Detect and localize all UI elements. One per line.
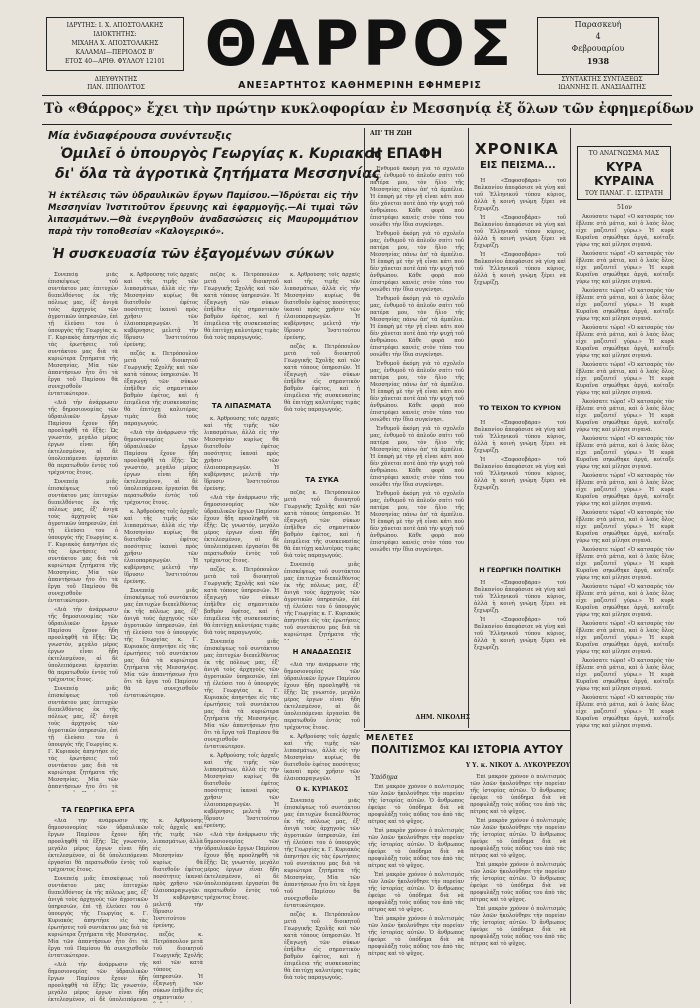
- chronika-body-3: Ἡ «Ξαφοσοβάρα» τοῦ Βαλκανίου ἀπεφάσισε νὰ γίνῃ καὶ τοῦ Ἑλληνικοῦ τύπου κύριος, ἀλλὰ ἡ κοινὴ γνώμη ξέρει νὰ ξεχωρίζῃ. Ἡ «Ξαφοσοβάρα» τοῦ Βαλκανίου ἀπεφάσισε νὰ γίνῃ καὶ τοῦ Ἑλληνικοῦ τύπου κύριος, ἀλλὰ ἡ κοινὴ γνώμη ξέρει νὰ ξεχωρίζῃ.: [474, 580, 566, 651]
- chronika-sub-wall: ΤΟ ΤΕΙΧΟΝ ΤΟ ΚΥΡΙΟΝ: [479, 404, 561, 412]
- lead-headline-line1: Ὁμιλεῖ ὁ ὑπουργὸς Γεωργίας κ. Κυριακος: [60, 146, 383, 162]
- chronika-body: Ἡ «Ξαφοσοβάρα» τοῦ Βαλκανίου ἀπεφάσισε νὰ γίνῃ καὶ τοῦ Ἑλληνικοῦ τύπου κύριος, ἀλλὰ ἡ κοινὴ γνώμη ξέρει νὰ ξεχωρίζῃ. Ἡ «Ξαφοσοβάρα» τοῦ Βαλκανίου ἀπεφάσισε νὰ γίνῃ καὶ τοῦ Ἑλληνικοῦ τύπου κύριος, ἀλλὰ ἡ κοινὴ γνώμη ξέρει νὰ ξεχωρίζῃ. Ἡ «Ξαφοσοβάρα» τοῦ Βαλκανίου ἀπεφάσισε νὰ γίνῃ καὶ τοῦ Ἑλληνικοῦ τύπου κύριος, ἀλλὰ ἡ κοινὴ γνώμη ξέρει νὰ ξεχωρίζῃ.: [474, 178, 566, 286]
- studies-col-2: Ἐπὶ μακρὸν χρόνον ὁ πολιτισμὸς τῶν λαῶν ἠκολούθησε τὴν πορείαν τῆς ἱστορίας αὐτῶν. Ὁ ἄνθρωπος ἐφεύρε τὸ ὑπόδημα διὰ νὰ προφυλάξῃ τοὺς πόδας του ἀπὸ τὰς πέτρας καὶ τὸ ψῦχος. Ἐπὶ μακρὸν χρόνον ὁ πολιτισμὸς τῶν λαῶν ἠκολούθησε τὴν πορείαν τῆς ἱστορίας αὐτῶν. Ὁ ἄνθρωπος ἐφεύρε τὸ ὑπόδημα διὰ νὰ προφυλάξῃ τοὺς πόδας του ἀπὸ τὰς πέτρας καὶ τὸ ψῦχος. Ἐπὶ μακρὸν χρόνον ὁ πολιτισμὸς τῶν λαῶν ἠκολούθησε τὴν πορείαν τῆς ἱστορίας αὐτῶν. Ὁ ἄνθρωπος ἐφεύρε τὸ ὑπόδημα διὰ νὰ προφυλάξῃ τοὺς πόδας του ἀπὸ τὰς πέτρας καὶ τὸ ψῦχος. Ἐπὶ μακρὸν χρόνον ὁ πολιτισμὸς τῶν λαῶν ἠκολούθησε τὴν πορείαν τῆς ἱστορίας αὐτῶν. Ὁ ἄνθρωπος ἐφεύρε τὸ ὑπόδημα διὰ νὰ προφυλάξῃ τοὺς πόδας του ἀπὸ τὰς πέτρας καὶ τὸ ψῦχος.: [470, 774, 566, 947]
- serial-number: 51ον: [617, 204, 632, 211]
- lead-col-4d: Συνεπείᾳ μιᾶς ἐπισκέψεως τοῦ συντάκτου μας ἐπιτυχὼν διεπελθόντος ἐκ τῆς πόλεως μας, ἐξ' ἀνιγὰ τοὺς ἀρχηγοὺς τῶν ἀγροτικῶν ὑπηρεσιῶν, ἐπὶ τῇ ἐλεύσει του ὁ ὑπουργὸς τῆς Γεωργίας κ. Γ. Κυριακὸς ἀπηντήσε εἰς τὰς ἐρωτήσεις τοῦ συντάκτου μας διὰ τὰ κυριώτερα ζητήματα τῆς Μεσσηνίας. Μία τῶν ἀπαντήσεων ἦτο ὅτι τὰ ἔργα τοῦ Παμίσου θὰ συνεχισθοῦν ἐντατικώτερον. πεζάς κ. Πετρόπουλον μετὰ τοῦ διοικητοῦ Γεωργικῆς Σχολῆς καὶ τῶν κατὰ τόπους ὑπηρεσιῶν. Ἡ ἐξαγωγὴ τῶν σύκων ἐπῆλθεν εἰς σημαντικὸν βαθμὸν ἐφέτος, καὶ ἡ ἐπιμέλεια τῆς συσκευασίας θὰ ἐπιτύχῃ καλυτέρας τιμὰς διὰ τοὺς παραγωγούς.: [284, 798, 360, 981]
- serial-header-box: ΤΟ ΑΝΑΓΝΩΣΜΑ ΜΑΣ ΚΥΡΑ ΚΥΡΑΙΝΑ ΤΟΥ ΠΑΝΑΓ. Γ. ΙΣΤΡΑΤΗ: [577, 146, 671, 200]
- lead-subhead-reforestation: Η ΑΝΑΔΑΣΩΣΙΣ: [292, 648, 352, 656]
- studies-title: ΠΟΛΙΤΙΣΜΟΣ ΚΑΙ ΙΣΤΟΡΙΑ ΑΥΤΟΥ: [371, 744, 563, 756]
- studies-top-rule: [364, 730, 570, 731]
- lead-col-4b: πεζάς κ. Πετρόπουλον μετὰ τοῦ διοικητοῦ Γεωργικῆς Σχολῆς καὶ τῶν κατὰ τόπους ὑπηρεσιῶν. Ἡ ἐξαγωγὴ τῶν σύκων ἐπῆλθεν εἰς σημαντικὸν βαθμὸν ἐφέτος, καὶ ἡ ἐπιμέλεια τῆς συσκευασίας θὰ ἐπιτύχῃ καλυτέρας τιμὰς διὰ τοὺς παραγωγούς. Συνεπείᾳ μιᾶς ἐπισκέψεως τοῦ συντάκτου μας ἐπιτυχὼν διεπελθόντος ἐκ τῆς πόλεως μας, ἐξ' ἀνιγὰ τοὺς ἀρχηγοὺς τῶν ἀγροτικῶν ὑπηρεσιῶν, ἐπὶ τῇ ἐλεύσει του ὁ ὑπουργὸς τῆς Γεωργίας κ. Γ. Κυριακὸς ἀπηντήσε εἰς τὰς ἐρωτήσεις τοῦ συντάκτου μας διὰ τὰ κυριώτερα ζητήματα τῆς: [284, 490, 360, 638]
- lead-col-1b: «Διὰ τὴν ἀνάρρωσιν τῆς δημοσιονομίας τῶν ὑδραυλικῶν ἔργων Παμίσου ἔχουν ἤδη προσληφθῆ τὰ ἔξῆς: Ὡς γνωστόν, μεγάλο μέρος ἐργων εἶναι ἤδη ἐκτελεσμένον, αἱ δὲ ὑπολειπόμεναι ἐργασίαι θὰ περατωθοῦν ἐντὸς τοῦ τρέχοντος ἔτους. Συνεπείᾳ μιᾶς ἐπισκέψεως τοῦ συντάκτου μας ἐπιτυχὼν διεπελθόντος ἐκ τῆς πόλεως μας, ἐξ' ἀνιγὰ τοὺς ἀρχηγοὺς τῶν ἀγροτικῶν ὑπηρεσιῶν, ἐπὶ τῇ ἐλεύσει του ὁ ὑπουργὸς τῆς Γεωργίας κ. Γ. Κυριακὸς ἀπηντήσε εἰς τὰς ἐρωτήσεις τοῦ συντάκτου μας διὰ τὰ κυριώτερα ζητήματα τῆς Μεσσηνίας. Μία τῶν ἀπαντήσεων ἦτο ὅτι τὰ ἔργα τοῦ Παμίσου θὰ συνεχισθοῦν ἐντατικώτερον. «Διὰ τὴν ἀνάρρωσιν τῆς δημοσιονομίας τῶν ὑδραυλικῶν ἔργων Παμίσου ἔχουν ἤδη προσληφθῆ τὰ ἔξῆς: Ὡς γνωστόν, μεγάλο μέρος ἐργων εἶναι ἤδη ἐκτελεσμένον, αἱ δὲ ὑπολειπόμεναι: [48, 818, 148, 1003]
- serial-body: Ἀκούσατε τώρα! «Ὁ κατσαρὸς τὸν ἔβλεπε στὰ μάτια, καὶ ὁ λαὸς ὅλος εἶχε μαζευτεῖ γύρω.» Ἡ κυρὰ Κυραῖνα σηκώθηκε ἀργά, κοίταξε γύρω της καὶ μίλησε σιγανά. Ἀκούσατε τώρα! «Ὁ κατσαρὸς τὸν ἔβλεπε στὰ μάτια, καὶ ὁ λαὸς ὅλος εἶχε μαζευτεῖ γύρω.» Ἡ κυρὰ Κυραῖνα σηκώθηκε ἀργά, κοίταξε γύρω της καὶ μίλησε σιγανά. Ἀκούσατε τώρα! «Ὁ κατσαρὸς τὸν ἔβλεπε στὰ μάτια, καὶ ὁ λαὸς ὅλος εἶχε μαζευτεῖ γύρω.» Ἡ κυρὰ Κυραῖνα σηκώθηκε ἀργά, κοίταξε γύρω της καὶ μίλησε σιγανά. Ἀκούσατε τώρα! «Ὁ κατσαρὸς τὸν ἔβλεπε στὰ μάτια, καὶ ὁ λαὸς ὅλος εἶχε μαζευτεῖ γύρω.» Ἡ κυρὰ Κυραῖνα σηκώθηκε ἀργά, κοίταξε γύρω της καὶ μίλησε σιγανά. Ἀκούσατε τώρα! «Ὁ κατσαρὸς τὸν ἔβλεπε στὰ μάτια, καὶ ὁ λαὸς ὅλος εἶχε μαζευτεῖ γύρω.» Ἡ κυρὰ Κυραῖνα σηκώθηκε ἀργά, κοίταξε γύρω της καὶ μίλησε σιγανά. Ἀκούσατε τώρα! «Ὁ κατσαρὸς τὸν ἔβλεπε στὰ μάτια, καὶ ὁ λαὸς ὅλος εἶχε μαζευτεῖ γύρω.» Ἡ κυρὰ Κυραῖνα σηκώθηκε ἀργά, κοίταξε γύρω της καὶ μίλησε σιγανά. Ἀκούσατε τώρα! «Ὁ κατσαρὸς τὸν ἔβλεπε στὰ μάτια, καὶ ὁ λαὸς ὅλος εἶχε μαζευτεῖ γύρω.» Ἡ κυρὰ Κυραῖνα σηκώθηκε ἀργά, κοίταξε γύρω της καὶ μίλησε σιγανά. Ἀκούσατε τώρα! «Ὁ κατσαρὸς τὸν ἔβλεπε στὰ μάτια, καὶ ὁ λαὸς ὅλος εἶχε μαζευτεῖ γύρω.» Ἡ κυρὰ Κυραῖνα σηκώθηκε ἀργά, κοίταξε γύρω της καὶ μίλησε σιγανά. Ἀκούσατε τώρα! «Ὁ κατσαρὸς τὸν ἔβλεπε στὰ μάτια, καὶ ὁ λαὸς ὅλος εἶχε μαζευτεῖ γύρω.» Ἡ κυρὰ Κυραῖνα σηκώθηκε ἀργά, κοίταξε γύρω της καὶ μίλησε σιγανά. Ἀκούσατε τώρα! «Ὁ κατσαρὸς τὸν ἔβλεπε στὰ μάτια, καὶ ὁ λαὸς ὅλος εἶχε μαζευτεῖ γύρω.» Ἡ κυρὰ Κυραῖνα σηκώθηκε ἀργά, κοίταξε γύρω της καὶ μίλησε σιγανά. Ἀκούσατε τώρα! «Ὁ κατσαρὸς τὸν ἔβλεπε στὰ μάτια, καὶ ὁ λαὸς ὅλος εἶχε μαζευτεῖ γύρω.» Ἡ κυρὰ Κυραῖνα σηκώθηκε ἀργά, κοίταξε γύρω της καὶ μίλησε σιγανά. Ἀκούσατε τώρα! «Ὁ κατσαρὸς τὸν ἔβλεπε στὰ μάτια, καὶ ὁ λαὸς ὅλος εἶχε μαζευτεῖ γύρω.» Ἡ κυρὰ Κυραῖνα σηκώθηκε ἀργά, κοίταξε γύρω της καὶ μίλησε σιγανά. Ἀκούσατε τώρα! «Ὁ κατσαρὸς τὸν ἔβλεπε στὰ μάτια, καὶ ὁ λαὸς ὅλος εἶχε μαζευτεῖ γύρω.» Ἡ κυρὰ Κυραῖνα σηκώθηκε ἀργά, κοίταξε γύρω της καὶ μίλησε σιγανά. Ἀκούσατε τώρα! «Ὁ κατσαρὸς τὸν ἔβλεπε στὰ μάτια, καὶ ὁ λαὸς ὅλος εἶχε μαζευτεῖ γύρω.» Ἡ κυρὰ Κυραῖνα σηκώθηκε ἀργά, κοίταξε γύρω της καὶ μίλησε σιγανά.: [576, 214, 674, 729]
- lead-col-2b: κ. Ἀρθρούσης τοῖς ἀρχαῖς καὶ τῆς τιμῆς τῶν λιπασμάτων, ἀλλὰ εἰς τὴν Μεσσηνίαν κυρίως θὰ διατεθοῦν ἐφέτος ποσότητες ἱκαναὶ πρὸς χρῆσιν τῶν ἐλαιοπαραγωγῶν. Ἡ κυβέρνησις μελετᾷ τὴν ἵδρυσιν Ἰνστιτούτου ἐρεύνης. πεζάς κ. Πετρόπουλον μετὰ τοῦ διοικητοῦ Γεωργικῆς Σχολῆς καὶ τῶν κατὰ τόπους ὑπηρεσιῶν. Ἡ ἐξαγωγὴ τῶν σύκων ἐπῆλθεν εἰς σημαντικὸν: [153, 818, 203, 1001]
- lead-subhead-figs: ΤΑ ΣΥΚΑ: [305, 476, 339, 484]
- chronika-body-2: Ἡ «Ξαφοσοβάρα» τοῦ Βαλκανίου ἀπεφάσισε νὰ γίνῃ καὶ τοῦ Ἑλληνικοῦ τύπου κύριος, ἀλλὰ ἡ κοινὴ γνώμη ξέρει νὰ ξεχωρίζῃ. Ἡ «Ξαφοσοβάρα» τοῦ Βαλκανίου ἀπεφάσισε νὰ γίνῃ καὶ τοῦ Ἑλληνικοῦ τύπου κύριος, ἀλλὰ ἡ κοινὴ γνώμη ξέρει νὰ ξεχωρίζῃ.: [474, 420, 566, 491]
- lead-kicker: Μία ἐνδιαφέρουσα συνέντευξις: [48, 130, 232, 142]
- lead-deck: Ἡ ἐκτέλεσις τῶν ὑδραυλικῶν ἔργων Παμίσου.—Ἱδρύεται εἰς τὴν Μεσσηνίαν Ἰνστιτοῦτον ἔρευνης καὶ ἐφαρμογῆς.—Αἱ τιμαὶ τῶν λιπασμάτων.—Θὰ ἐνεργηθοῦν ἀναδασώσεις εἰς Μαυρομμάτιον παρὰ τὴν τοποθεσίαν «Καλογερικό».: [48, 191, 358, 237]
- studies-col-1: Ἐπὶ μακρὸν χρόνον ὁ πολιτισμὸς τῶν λαῶν ἠκολούθησε τὴν πορείαν τῆς ἱστορίας αὐτῶν. Ὁ ἄνθρωπος ἐφεύρε τὸ ὑπόδημα διὰ νὰ προφυλάξῃ τοὺς πόδας του ἀπὸ τὰς πέτρας καὶ τὸ ψῦχος. Ἐπὶ μακρὸν χρόνον ὁ πολιτισμὸς τῶν λαῶν ἠκολούθησε τὴν πορείαν τῆς ἱστορίας αὐτῶν. Ὁ ἄνθρωπος ἐφεύρε τὸ ὑπόδημα διὰ νὰ προφυλάξῃ τοὺς πόδας του ἀπὸ τὰς πέτρας καὶ τὸ ψῦχος. Ἐπὶ μακρὸν χρόνον ὁ πολιτισμὸς τῶν λαῶν ἠκολούθησε τὴν πορείαν τῆς ἱστορίας αὐτῶν. Ὁ ἄνθρωπος ἐφεύρε τὸ ὑπόδημα διὰ νὰ προφυλάξῃ τοὺς πόδας του ἀπὸ τὰς πέτρας καὶ τὸ ψῦχος. Ἐπὶ μακρὸν χρόνον ὁ πολιτισμὸς τῶν λαῶν ἠκολούθησε τὴν πορείαν τῆς ἱστορίας αὐτῶν. Ὁ ἄνθρωπος ἐφεύρε τὸ ὑπόδημα διὰ νὰ προφυλάξῃ τοὺς πόδας του ἀπὸ τὰς πέτρας καὶ τὸ ψῦχος.: [368, 784, 464, 957]
- lead-col-4: κ. Ἀρθρούσης τοῖς ἀρχαῖς καὶ τῆς τιμῆς τῶν λιπασμάτων, ἀλλὰ εἰς τὴν Μεσσηνίαν κυρίως θὰ διατεθοῦν ἐφέτος ποσότητες ἱκαναὶ πρὸς χρῆσιν τῶν ἐλαιοπαραγωγῶν. Ἡ κυβέρνησις μελετᾷ τὴν ἵδρυσιν Ἰνστιτούτου ἐρεύνης. πεζάς κ. Πετρόπουλον μετὰ τοῦ διοικητοῦ Γεωργικῆς Σχολῆς καὶ τῶν κατὰ τόπους ὑπηρεσιῶν. Ἡ ἐξαγωγὴ τῶν σύκων ἐπῆλθεν εἰς σημαντικὸν βαθμὸν ἐφέτος, καὶ ἡ ἐπιμέλεια τῆς συσκευασίας θὰ ἐπιτύχῃ καλυτέρας τιμὰς διὰ τοὺς παραγωγούς.: [284, 272, 360, 413]
- column-divider-3: [570, 128, 571, 1004]
- publisher-box: [46, 17, 184, 71]
- epafi-kicker: ΑΠ' ΤΗ ΖΩΗ: [370, 130, 412, 137]
- banner-rule: [42, 124, 672, 125]
- lead-col-3: πεζάς κ. Πετρόπουλον μετὰ τοῦ διοικητοῦ Γεωργικῆς Σχολῆς καὶ τῶν κατὰ τόπους ὑπηρεσιῶν. Ἡ ἐξαγωγὴ τῶν σύκων ἐπῆλθεν εἰς σημαντικὸν βαθμὸν ἐφέτος, καὶ ἡ ἐπιμέλεια τῆς συσκευασίας θὰ ἐπιτύχῃ καλυτέρας τιμὰς διὰ τοὺς παραγωγούς.: [204, 272, 279, 341]
- epafi-signature: ΔΗΜ. ΝΙΚΟΛΗΣ: [415, 714, 470, 721]
- epafi-title: Η ΕΠΑΦΗ: [370, 146, 443, 162]
- date-box: Παρασκευή 4 Φεβρουαρίου 1938: [537, 17, 659, 75]
- serial-title: ΚΥΡΑ ΚΥΡΑΙΝΑ: [594, 160, 654, 188]
- chronika-sub-agri: Η ΓΕΩΡΓΙΚΗ ΠΟΛΙΤΙΚΗ: [479, 566, 561, 574]
- studies-subhead: Ὑπόδημα: [370, 774, 398, 781]
- epafi-body: Ἐνθυμοῦ ἀκόμη γιὰ τὸ σχολεῖο μας, ἐνθυμοῦ τὸ ἁπλοῦν σπίτι τοῦ πατέρα μου, τὸν ἥλιο τῆς Μεσσηνίας πάνω ἀπ' τὰ ἀμπέλια. Ἡ ἐπαφὴ μὲ τὴν γῆ εἶναι κάτι ποὺ δὲν χάνεται ποτὲ ἀπὸ τὴν ψυχὴ τοῦ ἀνθρώπου. Κάθε φορὰ ποὺ ἐπιστρέφει κανεὶς στὸν τόπο του νοιώθει τὴν ἴδια συγκίνησι. Ἐνθυμοῦ ἀκόμη γιὰ τὸ σχολεῖο μας, ἐνθυμοῦ τὸ ἁπλοῦν σπίτι τοῦ πατέρα μου, τὸν ἥλιο τῆς Μεσσηνίας πάνω ἀπ' τὰ ἀμπέλια. Ἡ ἐπαφὴ μὲ τὴν γῆ εἶναι κάτι ποὺ δὲν χάνεται ποτὲ ἀπὸ τὴν ψυχὴ τοῦ ἀνθρώπου. Κάθε φορὰ ποὺ ἐπιστρέφει κανεὶς στὸν τόπο του νοιώθει τὴν ἴδια συγκίνησι. Ἐνθυμοῦ ἀκόμη γιὰ τὸ σχολεῖο μας, ἐνθυμοῦ τὸ ἁπλοῦν σπίτι τοῦ πατέρα μου, τὸν ἥλιο τῆς Μεσσηνίας πάνω ἀπ' τὰ ἀμπέλια. Ἡ ἐπαφὴ μὲ τὴν γῆ εἶναι κάτι ποὺ δὲν χάνεται ποτὲ ἀπὸ τὴν ψυχὴ τοῦ ἀνθρώπου. Κάθε φορὰ ποὺ ἐπιστρέφει κανεὶς στὸν τόπο του νοιώθει τὴν ἴδια συγκίνησι. Ἐνθυμοῦ ἀκόμη γιὰ τὸ σχολεῖο μας, ἐνθυμοῦ τὸ ἁπλοῦν σπίτι τοῦ πατέρα μου, τὸν ἥλιο τῆς Μεσσηνίας πάνω ἀπ' τὰ ἀμπέλια. Ἡ ἐπαφὴ μὲ τὴν γῆ εἶναι κάτι ποὺ δὲν χάνεται ποτὲ ἀπὸ τὴν ψυχὴ τοῦ ἀνθρώπου. Κάθε φορὰ ποὺ ἐπιστρέφει κανεὶς στὸν τόπο του νοιώθει τὴν ἴδια συγκίνησι. Ἐνθυμοῦ ἀκόμη γιὰ τὸ σχολεῖο μας, ἐνθυμοῦ τὸ ἁπλοῦν σπίτι τοῦ πατέρα μου, τὸν ἥλιο τῆς Μεσσηνίας πάνω ἀπ' τὰ ἀμπέλια. Ἡ ἐπαφὴ μὲ τὴν γῆ εἶναι κάτι ποὺ δὲν χάνεται ποτὲ ἀπὸ τὴν ψυχὴ τοῦ ἀνθρώπου. Κάθε φορὰ ποὺ ἐπιστρέφει κανεὶς στὸν τόπο του νοιώθει τὴν ἴδια συγκίνησι. Ἐνθυμοῦ ἀκόμη γιὰ τὸ σχολεῖο μας, ἐνθυμοῦ τὸ ἁπλοῦν σπίτι τοῦ πατέρα μου, τὸν ἥλιο τῆς Μεσσηνίας πάνω ἀπ' τὰ ἀμπέλια. Ἡ ἐπαφὴ μὲ τὴν γῆ εἶναι κάτι ποὺ δὲν χάνεται ποτὲ ἀπὸ τὴν ψυχὴ τοῦ ἀνθρώπου. Κάθε φορὰ ποὺ ἐπιστρέφει κανεὶς στὸν τόπο του νοιώθει τὴν ἴδια συγκίνησι.: [370, 166, 464, 553]
- lead-headline-line2: δι' ὅλα τὰ ἀγροτικὰ ζητήματα Μεσσηνίας: [55, 166, 381, 182]
- publisher-info: ΙΔΡΥΤΗΣ: Ι. Χ. ΑΠΟΣΤΟΛΑΚΗΣ ΙΔΙΟΚΤΗΤΗΣ: ΜΙΧΑΗΛ Χ. ΑΠΟΣΤΟΛΑΚΗΣ ΚΑΛΑΜΑΙ—ΠΕΡΙΟΔΟΣ Β' ΕΤΟΣ 40—ΑΡΙΘ. ΦΥΛΛΟΥ 12101: [65, 22, 165, 65]
- lead-col-1: Συνεπείᾳ μιᾶς ἐπισκέψεως τοῦ συντάκτου μας ἐπιτυχὼν διεπελθόντος ἐκ τῆς πόλεως μας, ἐξ' ἀνιγὰ τοὺς ἀρχηγοὺς τῶν ἀγροτικῶν ὑπηρεσιῶν, ἐπὶ τῇ ἐλεύσει του ὁ ὑπουργὸς τῆς Γεωργίας κ. Γ. Κυριακὸς ἀπηντήσε εἰς τὰς ἐρωτήσεις τοῦ συντάκτου μας διὰ τὰ κυριώτερα ζητήματα τῆς Μεσσηνίας. Μία τῶν ἀπαντήσεων ἦτο ὅτι τὰ ἔργα τοῦ Παμίσου θὰ συνεχισθοῦν ἐντατικώτερον. «Διὰ τὴν ἀνάρρωσιν τῆς δημοσιονομίας τῶν ὑδραυλικῶν ἔργων Παμίσου ἔχουν ἤδη προσληφθῆ τὰ ἔξῆς: Ὡς γνωστόν, μεγάλο μέρος ἐργων εἶναι ἤδη ἐκτελεσμένον, αἱ δὲ ὑπολειπόμεναι ἐργασίαι θὰ περατωθοῦν ἐντὸς τοῦ τρέχοντος ἔτους. Συνεπείᾳ μιᾶς ἐπισκέψεως τοῦ συντάκτου μας ἐπιτυχὼν διεπελθόντος ἐκ τῆς πόλεως μας, ἐξ' ἀνιγὰ τοὺς ἀρχηγοὺς τῶν ἀγροτικῶν ὑπηρεσιῶν, ἐπὶ τῇ ἐλεύσει του ὁ ὑπουργὸς τῆς Γεωργίας κ. Γ. Κυριακὸς ἀπηντήσε εἰς τὰς ἐρωτήσεις τοῦ συντάκτου μας διὰ τὰ κυριώτερα ζητήματα τῆς Μεσσηνίας. Μία τῶν ἀπαντήσεων ἦτο ὅτι τὰ ἔργα τοῦ Παμίσου θὰ συνεχισθοῦν ἐντατικώτερον. «Διὰ τὴν ἀνάρρωσιν τῆς δημοσιονομίας τῶν ὑδραυλικῶν ἔργων Παμίσου ἔχουν ἤδη προσληφθῆ τὰ ἔξῆς: Ὡς γνωστόν, μεγάλο μέρος ἐργων εἶναι ἤδη ἐκτελεσμένον, αἱ δὲ ὑπολειπόμεναι ἐργασίαι θὰ περατωθοῦν ἐντὸς τοῦ τρέχοντος ἔτους. Συνεπείᾳ μιᾶς ἐπισκέψεως τοῦ συντάκτου μας ἐπιτυχὼν διεπελθόντος ἐκ τῆς πόλεως μας, ἐξ' ἀνιγὰ τοὺς ἀρχηγοὺς τῶν ἀγροτικῶν ὑπηρεσιῶν, ἐπὶ τῇ ἐλεύσει του ὁ ὑπουργὸς τῆς Γεωργίας κ. Γ. Κυριακὸς ἀπηντήσε εἰς τὰς ἐρωτήσεις τοῦ συντάκτου μας διὰ τὰ κυριώτερα ζητήματα τῆς Μεσσηνίας. Μία τῶν ἀπαντήσεων ἦτο ὅτι τὰ: [48, 272, 118, 790]
- newspaper-title: ΘΑΡΡΟΣ: [204, 7, 516, 80]
- chronika-subtitle: ΕΙΣ ΠΕΙΣΜΑ...: [480, 160, 556, 171]
- lead-col-4c: «Διὰ τὴν ἀνάρρωσιν τῆς δημοσιονομίας τῶν ὑδραυλικῶν ἔργων Παμίσου ἔχουν ἤδη προσληφθῆ τὰ ἔξῆς: Ὡς γνωστόν, μεγάλο μέρος ἐργων εἶναι ἤδη ἐκτελεσμένον, αἱ δὲ ὑπολειπόμεναι ἐργασίαι θὰ περατωθοῦν ἐντὸς τοῦ τρέχοντος ἔτους. κ. Ἀρθρούσης τοῖς ἀρχαῖς καὶ τῆς τιμῆς τῶν λιπασμάτων, ἀλλὰ εἰς τὴν Μεσσηνίαν κυρίως θὰ διατεθοῦν ἐφέτος ποσότητες ἱκαναὶ πρὸς χρῆσιν τῶν ἐλαιοπαραγωγῶν. Ἡ: [284, 662, 360, 782]
- studies-kicker: ΜΕΛΕΤΕΣ: [366, 733, 415, 742]
- lead-signature: Ο κ. ΚΥΡΙΑΚΟΣ: [295, 786, 349, 793]
- masthead-rule: [42, 95, 672, 96]
- lead-col-3b: κ. Ἀρθρούσης τοῖς ἀρχαῖς καὶ τῆς τιμῆς τῶν λιπασμάτων, ἀλλὰ εἰς τὴν Μεσσηνίαν κυρίως θὰ διατεθοῦν ἐφέτος ποσότητες ἱκαναὶ πρὸς χρῆσιν τῶν ἐλαιοπαραγωγῶν. Ἡ κυβέρνησις μελετᾷ τὴν ἵδρυσιν Ἰνστιτούτου ἐρεύνης. «Διὰ τὴν ἀνάρρωσιν τῆς δημοσιονομίας τῶν ὑδραυλικῶν ἔργων Παμίσου ἔχουν ἤδη προσληφθῆ τὰ ἔξῆς: Ὡς γνωστόν, μεγάλο μέρος ἐργων εἶναι ἤδη ἐκτελεσμένον, αἱ δὲ ὑπολειπόμεναι ἐργασίαι θὰ περατωθοῦν ἐντὸς τοῦ τρέχοντος ἔτους. πεζάς κ. Πετρόπουλον μετὰ τοῦ διοικητοῦ Γεωργικῆς Σχολῆς καὶ τῶν κατὰ τόπους ὑπηρεσιῶν. Ἡ ἐξαγωγὴ τῶν σύκων ἐπῆλθεν εἰς σημαντικὸν βαθμὸν ἐφέτος, καὶ ἡ ἐπιμέλεια τῆς συσκευασίας θὰ ἐπιτύχῃ καλυτέρας τιμὰς διὰ τοὺς παραγωγούς. Συνεπείᾳ μιᾶς ἐπισκέψεως τοῦ συντάκτου μας ἐπιτυχὼν διεπελθόντος ἐκ τῆς πόλεως μας, ἐξ' ἀνιγὰ τοὺς ἀρχηγοὺς τῶν ἀγροτικῶν ὑπηρεσιῶν, ἐπὶ τῇ ἐλεύσει του ὁ ὑπουργὸς τῆς Γεωργίας κ. Γ. Κυριακὸς ἀπηντήσε εἰς τὰς ἐρωτήσεις τοῦ συντάκτου μας διὰ τὰ κυριώτερα ζητήματα τῆς Μεσσηνίας. Μία τῶν ἀπαντήσεων ἦτο ὅτι τὰ ἔργα τοῦ Παμίσου θὰ συνεχισθοῦν ἐντατικώτερον. κ. Ἀρθρούσης τοῖς ἀρχαῖς καὶ τῆς τιμῆς τῶν λιπασμάτων, ἀλλὰ εἰς τὴν Μεσσηνίαν κυρίως θὰ διατεθοῦν ἐφέτος ποσότητες ἱκαναὶ πρὸς χρῆσιν τῶν ἐλαιοπαραγωγῶν. Ἡ κυβέρνησις μελετᾷ τὴν ἵδρυσιν Ἰνστιτούτου ἐρεύνης. «Διὰ τὴν ἀνάρρωσιν τῆς δημοσιονομίας τῶν ὑδραυλικῶν ἔργων Παμίσου ἔχουν ἤδη προσληφθῆ τὰ ἔξῆς: Ὡς γνωστόν, μεγάλο μέρος ἐργων εἶναι ἤδη ἐκτελεσμένον, αἱ δὲ ὑπολειπόμεναι ἐργασίαι θὰ περατωθοῦν ἐντὸς τοῦ τρέχοντος ἔτους.: [204, 416, 279, 901]
- editor-info: ΣΥΝΤΑΚΤΗΣ ΣΥΝΤΑΞΕΩΣ ΙΩΑΝΝΗΣ Π. ΑΝΑΣΙΑΔΙΤΗΣ: [558, 76, 646, 91]
- lead-section-head: Ἡ συσκευασία τῶν ἐξαγομένων σύκων: [52, 247, 334, 262]
- lead-col-2: κ. Ἀρθρούσης τοῖς ἀρχαῖς καὶ τῆς τιμῆς τῶν λιπασμάτων, ἀλλὰ εἰς τὴν Μεσσηνίαν κυρίως θὰ διατεθοῦν ἐφέτος ποσότητες ἱκαναὶ πρὸς χρῆσιν τῶν ἐλαιοπαραγωγῶν. Ἡ κυβέρνησις μελετᾷ τὴν ἵδρυσιν Ἰνστιτούτου ἐρεύνης. πεζάς κ. Πετρόπουλον μετὰ τοῦ διοικητοῦ Γεωργικῆς Σχολῆς καὶ τῶν κατὰ τόπους ὑπηρεσιῶν. Ἡ ἐξαγωγὴ τῶν σύκων ἐπῆλθεν εἰς σημαντικὸν βαθμὸν ἐφέτος, καὶ ἡ ἐπιμέλεια τῆς συσκευασίας θὰ ἐπιτύχῃ καλυτέρας τιμὰς διὰ τοὺς παραγωγούς. «Διὰ τὴν ἀνάρρωσιν τῆς δημοσιονομίας τῶν ὑδραυλικῶν ἔργων Παμίσου ἔχουν ἤδη προσληφθῆ τὰ ἔξῆς: Ὡς γνωστόν, μεγάλο μέρος ἐργων εἶναι ἤδη ἐκτελεσμένον, αἱ δὲ ὑπολειπόμεναι ἐργασίαι θὰ περατωθοῦν ἐντὸς τοῦ τρέχοντος ἔτους. κ. Ἀρθρούσης τοῖς ἀρχαῖς καὶ τῆς τιμῆς τῶν λιπασμάτων, ἀλλὰ εἰς τὴν Μεσσηνίαν κυρίως θὰ διατεθοῦν ἐφέτος ποσότητες ἱκαναὶ πρὸς χρῆσιν τῶν ἐλαιοπαραγωγῶν. Ἡ κυβέρνησις μελετᾷ τὴν ἵδρυσιν Ἰνστιτούτου ἐρεύνης. Συνεπείᾳ μιᾶς ἐπισκέψεως τοῦ συντάκτου μας ἐπιτυχὼν διεπελθόντος ἐκ τῆς πόλεως μας, ἐξ' ἀνιγὰ τοὺς ἀρχηγοὺς τῶν ἀγροτικῶν ὑπηρεσιῶν, ἐπὶ τῇ ἐλεύσει του ὁ ὑπουργὸς τῆς Γεωργίας κ. Γ. Κυριακὸς ἀπηντήσε εἰς τὰς ἐρωτήσεις τοῦ συντάκτου μας διὰ τὰ κυριώτερα ζητήματα τῆς Μεσσηνίας. Μία τῶν ἀπαντήσεων ἦτο ὅτι τὰ ἔργα τοῦ Παμίσου θὰ συνεχισθοῦν ἐντατικώτερον.: [124, 272, 198, 699]
- tagline: ΑΝΕΞΑΡΤΗΤΟΣ ΚΑΘΗΜΕΡΙΝΗ ΕΦΗΜΕΡΙΣ: [238, 80, 482, 91]
- lead-subhead-works: ΤΑ ΓΕΩΡΓΙΚΑ ΕΡΓΑ: [61, 806, 135, 814]
- banner-headline: Τὸ «Θάρρος» ἔχει τὴν πρώτην κυκλοφορίαν ἐν Μεσσηνίᾳ ἐξ ὅλων τῶν ἐφημερίδων: [44, 101, 694, 117]
- column-divider-2: [468, 128, 469, 728]
- lead-subhead-fertilizers: ΤΑ ΛΙΠΑΣΜΑΤΑ: [211, 402, 272, 410]
- chronika-title: ΧΡΟΝΙΚΑ: [475, 140, 559, 158]
- column-divider: [364, 128, 365, 728]
- studies-byline: Υ Υ. κ. ΝΙΚΟΥ Δ. ΛΥΚΟΥΡΕΖΟΥ: [465, 762, 570, 769]
- director-info: ΔΙΕΥΘΥΝΤΗΣ ΠΑΝ. ΙΠΠΟΛΥΤΟΣ: [87, 76, 145, 91]
